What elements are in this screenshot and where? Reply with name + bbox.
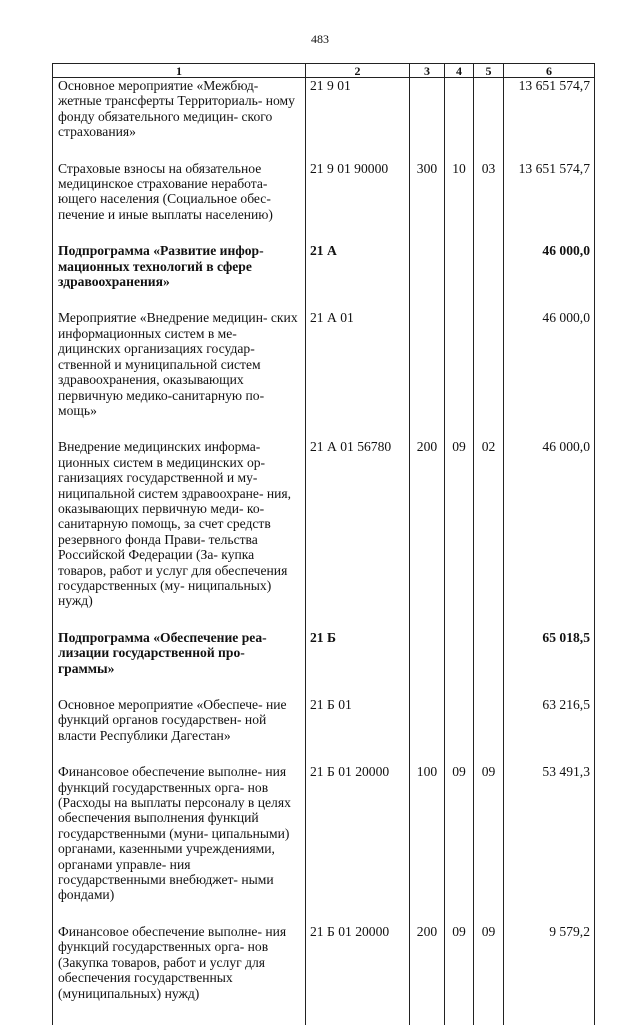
section (445, 697, 474, 764)
subsection: 03 (474, 161, 504, 244)
amount: 13 651 574,7 (504, 78, 595, 161)
subsection (474, 697, 504, 764)
subsection: 09 (474, 924, 504, 1025)
item-name: Финансовое обеспечение выполне- ния функций государственных орга- нов (Закупка товаров, работ и услуг для обеспечения государственных (муниципальных) нужд) (53, 924, 306, 1025)
item-name: Подпрограмма «Развитие инфор- мационных технологий в сфере здравоохранения» (53, 243, 306, 310)
subsection (474, 78, 504, 161)
section: 09 (445, 924, 474, 1025)
item-name: Внедрение медицинских информа- ционных систем в медицинских ор- ганизациях государственной и му- ниципальной систем здравоохране- ния, оказывающих первичную меди- ко-санитарную помощь, за счет средств резервного фонда Прави- тельства Российской Федерации (За- купка товаров, работ и услуг для обеспечения государственных (му- ниципальных) нужд) (53, 439, 306, 629)
subsection (474, 630, 504, 697)
column-header: 6 (504, 64, 595, 78)
page-number: 483 (311, 32, 329, 46)
section: 09 (445, 764, 474, 924)
subprogram-row (53, 243, 595, 310)
expense-type: 200 (410, 439, 445, 629)
subsection: 09 (474, 764, 504, 924)
section (445, 310, 474, 439)
section: 10 (445, 161, 474, 244)
item-name: Финансовое обеспечение выполне- ния функций государственных орга- нов (Расходы на выплаты персоналу в целях обеспечения выполнения функций государственными (муни- ципальными) органами, казенными учреждениями, органами управле- ния государственными внебюджет- ными фондами) (53, 764, 306, 924)
subprogram-row (53, 630, 595, 697)
expense-type (410, 630, 445, 697)
amount: 46 000,0 (504, 439, 595, 629)
item-code: 21 9 01 90000 (306, 161, 410, 244)
item-code: 21 А (306, 243, 410, 310)
item-name: Основное мероприятие «Обеспече- ние функций органов государствен- ной власти Республики Дагестан» (53, 697, 306, 764)
section (445, 78, 474, 161)
amount: 46 000,0 (504, 243, 595, 310)
amount: 46 000,0 (504, 310, 595, 439)
table-row (53, 78, 595, 161)
budget-table (52, 63, 595, 1025)
subsection: 02 (474, 439, 504, 629)
item-code: 21 Б 01 20000 (306, 924, 410, 1025)
table-row (53, 439, 595, 629)
expense-type: 100 (410, 764, 445, 924)
column-header: 1 (53, 64, 306, 78)
expense-type (410, 310, 445, 439)
amount: 9 579,2 (504, 924, 595, 1025)
item-name: Подпрограмма «Обеспечение реа- лизации государственной про- граммы» (53, 630, 306, 697)
table-row (53, 924, 595, 1025)
expense-type (410, 697, 445, 764)
expense-type (410, 243, 445, 310)
subsection (474, 310, 504, 439)
item-code: 21 Б (306, 630, 410, 697)
column-header: 2 (306, 64, 410, 78)
table-row (53, 697, 595, 764)
expense-type: 200 (410, 924, 445, 1025)
table-row (53, 310, 595, 439)
amount: 65 018,5 (504, 630, 595, 697)
expense-type: 300 (410, 161, 445, 244)
section (445, 243, 474, 310)
item-code: 21 9 01 (306, 78, 410, 161)
item-name: Основное мероприятие «Межбюд- жетные трансферты Территориаль- ному фонду обязательного медицин- ского страхования» (53, 78, 306, 161)
item-code: 21 А 01 (306, 310, 410, 439)
column-header: 5 (474, 64, 504, 78)
amount: 53 491,3 (504, 764, 595, 924)
subsection (474, 243, 504, 310)
section (445, 630, 474, 697)
amount: 63 216,5 (504, 697, 595, 764)
item-name: Страховые взносы на обязательное медицинское страхование неработа- ющего населения (Социальное обес- печение и иные выплаты населению) (53, 161, 306, 244)
amount: 13 651 574,7 (504, 161, 595, 244)
column-header: 4 (445, 64, 474, 78)
item-name: Мероприятие «Внедрение медицин- ских информационных систем в ме- дицинских организациях государ- ственной и муниципальной систем здравоохранения, оказывающих первичную медико-санитарную по- мощь» (53, 310, 306, 439)
table-row (53, 764, 595, 924)
item-code: 21 А 01 56780 (306, 439, 410, 629)
table-row (53, 161, 595, 244)
column-number-row (53, 64, 595, 78)
item-code: 21 Б 01 20000 (306, 764, 410, 924)
section: 09 (445, 439, 474, 629)
item-code: 21 Б 01 (306, 697, 410, 764)
expense-type (410, 78, 445, 161)
column-header: 3 (410, 64, 445, 78)
